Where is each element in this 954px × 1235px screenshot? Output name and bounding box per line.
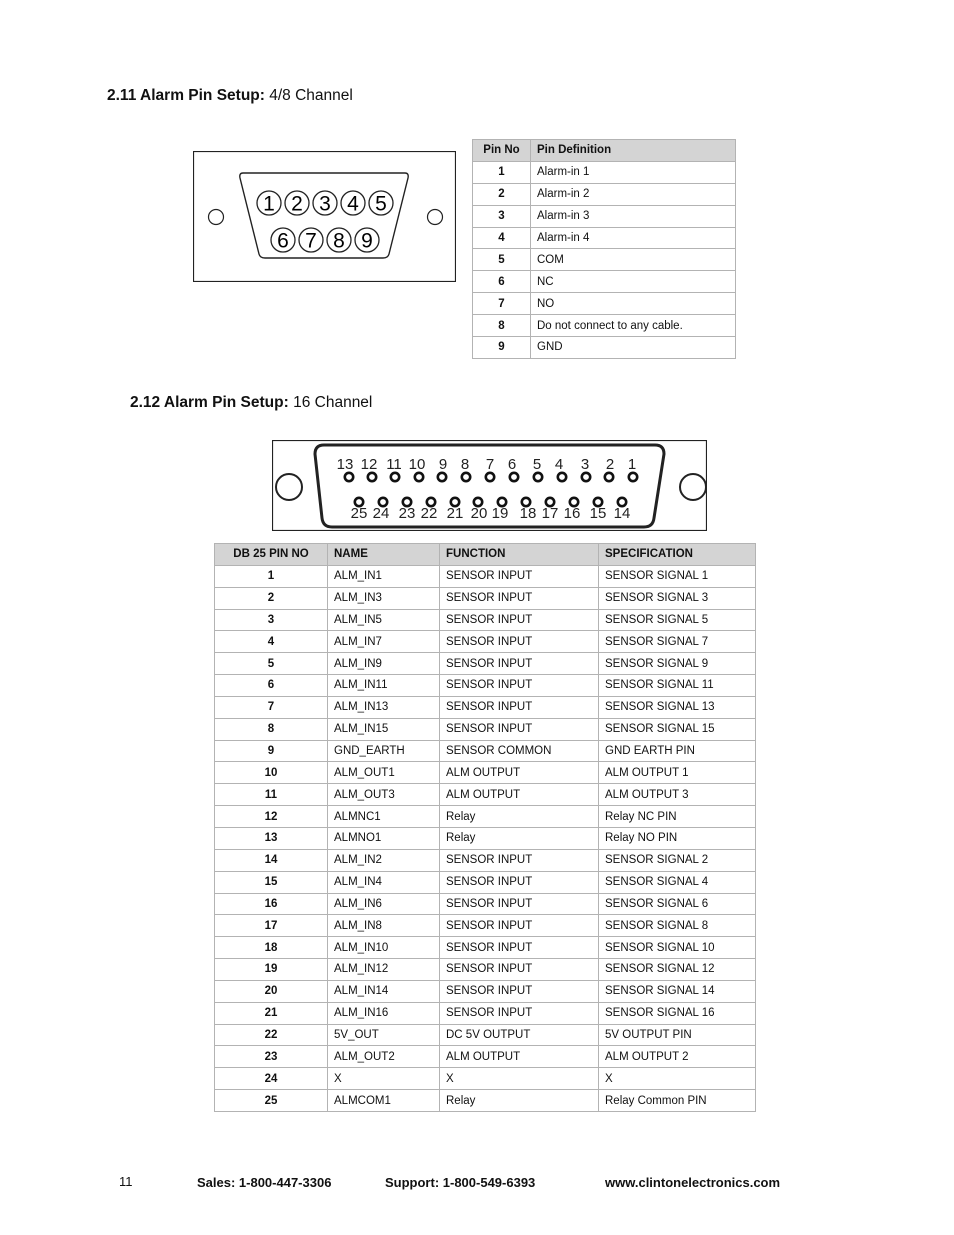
table-row [215, 740, 756, 762]
table-cell: ALM OUTPUT [440, 1046, 599, 1068]
table-cell: SENSOR INPUT [440, 718, 599, 740]
table-row [215, 915, 756, 937]
db25-pin-label: 25 [350, 505, 368, 522]
table-cell: SENSOR SIGNAL 11 [599, 675, 756, 697]
table-cell: Alarm-in 4 [531, 227, 736, 249]
db25-pin-label: 8 [460, 456, 470, 473]
table-row [215, 565, 756, 587]
table-cell: SENSOR INPUT [440, 653, 599, 675]
table-header-row [215, 544, 756, 566]
table-cell: Relay [440, 1090, 599, 1112]
header-pin-no: DB 25 PIN NO [215, 544, 328, 566]
table-cell: SENSOR INPUT [440, 609, 599, 631]
db9-pin-label: 8 [333, 229, 345, 253]
pin-number-cell: 2 [473, 183, 531, 205]
pin-number-cell: 4 [473, 227, 531, 249]
pin-number-cell: 16 [215, 893, 328, 915]
table-row [473, 315, 736, 337]
db25-pin [368, 473, 376, 481]
db25-pin-label: 9 [438, 456, 448, 473]
db25-pin-label: 17 [541, 505, 559, 522]
table-cell: ALMNC1 [328, 806, 440, 828]
table-row [215, 762, 756, 784]
db25-pin-label: 6 [507, 456, 517, 473]
table-cell: SENSOR COMMON [440, 740, 599, 762]
table-row [215, 1090, 756, 1112]
db25-pin-label: 22 [420, 505, 438, 522]
table-cell: Relay [440, 806, 599, 828]
table-row [215, 849, 756, 871]
db9-pin-label: 7 [305, 229, 317, 253]
db9-pin-label: 2 [291, 192, 303, 216]
table-cell: SENSOR SIGNAL 10 [599, 937, 756, 959]
db25-pin-label: 1 [627, 456, 637, 473]
db25-frame [273, 441, 707, 531]
table-cell: SENSOR SIGNAL 1 [599, 565, 756, 587]
db25-pin-label: 15 [589, 505, 607, 522]
pin-number-cell: 23 [215, 1046, 328, 1068]
table-cell: NC [531, 271, 736, 293]
table-cell: SENSOR INPUT [440, 849, 599, 871]
db25-pin [582, 473, 590, 481]
pin-number-cell: 3 [215, 609, 328, 631]
table-row [215, 696, 756, 718]
db25-pin [462, 473, 470, 481]
table-cell: ALM_IN5 [328, 609, 440, 631]
pin-number-cell: 15 [215, 871, 328, 893]
table-cell: ALM_IN14 [328, 980, 440, 1002]
pin-number-cell: 24 [215, 1068, 328, 1090]
table-cell: SENSOR INPUT [440, 937, 599, 959]
table-row [473, 183, 736, 205]
table-row [215, 806, 756, 828]
table-row [473, 161, 736, 183]
table-row [215, 631, 756, 653]
db25-pin-label: 19 [491, 505, 509, 522]
table-cell: SENSOR INPUT [440, 631, 599, 653]
table-cell: ALM_OUT1 [328, 762, 440, 784]
table-row [215, 784, 756, 806]
db25-pin-label: 10 [408, 456, 426, 473]
table-cell: GND_EARTH [328, 740, 440, 762]
pin-number-cell: 19 [215, 959, 328, 981]
table-cell: Alarm-in 1 [531, 161, 736, 183]
table-cell: ALM_IN16 [328, 1002, 440, 1024]
table-row [215, 871, 756, 893]
pin-number-cell: 8 [215, 718, 328, 740]
db25-pin-label: 2 [605, 456, 615, 473]
db9-pin-label: 9 [361, 229, 373, 253]
table-cell: SENSOR INPUT [440, 915, 599, 937]
db25-pin-label: 23 [398, 505, 416, 522]
pin-number-cell: 8 [473, 315, 531, 337]
db9-pin-label: 3 [319, 192, 331, 216]
table-cell: Relay Common PIN [599, 1090, 756, 1112]
table-cell: GND [531, 337, 736, 359]
table-row [473, 249, 736, 271]
table-cell: SENSOR SIGNAL 12 [599, 959, 756, 981]
db25-pin [558, 473, 566, 481]
db9-pin-label: 6 [277, 229, 289, 253]
table-row [215, 937, 756, 959]
table-cell: SENSOR INPUT [440, 893, 599, 915]
table-cell: ALM_OUT2 [328, 1046, 440, 1068]
db25-pin-label: 18 [519, 505, 537, 522]
db25-pin [345, 473, 353, 481]
table-cell: Relay NO PIN [599, 827, 756, 849]
pin-number-cell: 17 [215, 915, 328, 937]
pin-number-cell: 3 [473, 205, 531, 227]
table-cell: NO [531, 293, 736, 315]
table-cell: ALM_IN6 [328, 893, 440, 915]
pin-number-cell: 9 [215, 740, 328, 762]
table-cell: 5V_OUT [328, 1024, 440, 1046]
table-cell: ALM_IN4 [328, 871, 440, 893]
db25-pin [415, 473, 423, 481]
header-specification: SPECIFICATION [599, 544, 756, 566]
db25-pin-label: 11 [386, 456, 402, 473]
db9-pin-label: 5 [375, 192, 387, 216]
support-phone: Support: 1-800-549-6393 [385, 1175, 536, 1190]
db25-connector-diagram [272, 440, 707, 531]
db9-pin-label: 4 [347, 192, 359, 216]
table-cell: SENSOR SIGNAL 16 [599, 1002, 756, 1024]
table-cell: SENSOR SIGNAL 3 [599, 587, 756, 609]
pin-number-cell: 6 [473, 271, 531, 293]
table-cell: SENSOR SIGNAL 4 [599, 871, 756, 893]
page-number: 11 [119, 1174, 133, 1189]
table-cell: ALM_IN8 [328, 915, 440, 937]
table-cell: Alarm-in 3 [531, 205, 736, 227]
table-cell: SENSOR SIGNAL 2 [599, 849, 756, 871]
pin-number-cell: 1 [473, 161, 531, 183]
db25-pin-label: 4 [554, 456, 564, 473]
pin-number-cell: 18 [215, 937, 328, 959]
table-cell: ALM_IN11 [328, 675, 440, 697]
pin-number-cell: 20 [215, 980, 328, 1002]
db25-mount-hole-left [276, 474, 302, 500]
table-row [215, 1002, 756, 1024]
table-cell: X [328, 1068, 440, 1090]
table-cell: SENSOR INPUT [440, 980, 599, 1002]
table-cell: ALM_IN15 [328, 718, 440, 740]
table-cell: ALM_IN7 [328, 631, 440, 653]
table-cell: X [599, 1068, 756, 1090]
table-row [215, 959, 756, 981]
table-row [473, 337, 736, 359]
table-row [215, 827, 756, 849]
table-cell: Alarm-in 2 [531, 183, 736, 205]
db9-pin-label: 1 [263, 192, 275, 216]
table-row [473, 293, 736, 315]
db25-pin-label: 7 [485, 456, 495, 473]
table-cell: ALM OUTPUT 1 [599, 762, 756, 784]
table-row [473, 271, 736, 293]
table-cell: SENSOR SIGNAL 6 [599, 893, 756, 915]
db25-pin-label: 14 [613, 505, 631, 522]
table-cell: ALM OUTPUT 3 [599, 784, 756, 806]
table-cell: ALMCOM1 [328, 1090, 440, 1112]
db9-pin-table [472, 139, 736, 359]
db9-frame [194, 152, 456, 282]
table-cell: ALM_IN1 [328, 565, 440, 587]
table-cell: Relay [440, 827, 599, 849]
db25-pin-label: 16 [563, 505, 581, 522]
table-cell: ALMNO1 [328, 827, 440, 849]
pin-number-cell: 21 [215, 1002, 328, 1024]
header-function: FUNCTION [440, 544, 599, 566]
pin-number-cell: 13 [215, 827, 328, 849]
table-cell: ALM_IN2 [328, 849, 440, 871]
table-cell: ALM_IN12 [328, 959, 440, 981]
table-row [215, 675, 756, 697]
header-pin-definition: Pin Definition [531, 140, 736, 162]
table-row [215, 718, 756, 740]
section-heading-2-12 [130, 394, 372, 412]
table-row [215, 1024, 756, 1046]
db25-pin-label: 13 [336, 456, 354, 473]
db25-mount-hole-right [680, 474, 706, 500]
db9-mount-hole-right [428, 210, 443, 225]
pin-number-cell: 11 [215, 784, 328, 806]
table-cell: ALM_IN3 [328, 587, 440, 609]
header-pin-no: Pin No [473, 140, 531, 162]
table-cell: SENSOR INPUT [440, 587, 599, 609]
table-cell: ALM OUTPUT [440, 784, 599, 806]
pin-number-cell: 25 [215, 1090, 328, 1112]
table-header-row [473, 140, 736, 162]
table-cell: ALM_IN9 [328, 653, 440, 675]
db25-pin-label: 12 [360, 456, 378, 473]
pin-number-cell: 1 [215, 565, 328, 587]
db25-pin-label: 24 [372, 505, 390, 522]
db9-mount-hole-left [209, 210, 224, 225]
table-cell: ALM_OUT3 [328, 784, 440, 806]
table-row [215, 980, 756, 1002]
pin-number-cell: 14 [215, 849, 328, 871]
table-row [215, 1046, 756, 1068]
pin-number-cell: 9 [473, 337, 531, 359]
table-cell: SENSOR SIGNAL 8 [599, 915, 756, 937]
pin-number-cell: 5 [215, 653, 328, 675]
table-cell: SENSOR SIGNAL 14 [599, 980, 756, 1002]
db25-pin-table [214, 543, 756, 1112]
table-cell: ALM_IN10 [328, 937, 440, 959]
pin-number-cell: 2 [215, 587, 328, 609]
section-subtitle: 4/8 Channel [264, 87, 353, 104]
table-cell: SENSOR SIGNAL 7 [599, 631, 756, 653]
db25-pin-label: 3 [580, 456, 590, 473]
table-row [473, 205, 736, 227]
db25-pin [605, 473, 613, 481]
table-cell: SENSOR SIGNAL 9 [599, 653, 756, 675]
db25-pin [534, 473, 542, 481]
db25-pin [438, 473, 446, 481]
db25-pin [391, 473, 399, 481]
table-row [215, 587, 756, 609]
table-cell: SENSOR SIGNAL 15 [599, 718, 756, 740]
table-cell: SENSOR INPUT [440, 696, 599, 718]
table-cell: SENSOR INPUT [440, 959, 599, 981]
db25-pin [486, 473, 494, 481]
table-row [473, 227, 736, 249]
table-cell: SENSOR INPUT [440, 675, 599, 697]
table-cell: DC 5V OUTPUT [440, 1024, 599, 1046]
table-cell: SENSOR SIGNAL 5 [599, 609, 756, 631]
table-row [215, 1068, 756, 1090]
table-row [215, 653, 756, 675]
db25-pin [629, 473, 637, 481]
pin-number-cell: 7 [215, 696, 328, 718]
db25-pin [510, 473, 518, 481]
table-cell: ALM_IN13 [328, 696, 440, 718]
db25-pin-label: 21 [446, 505, 464, 522]
table-row [215, 893, 756, 915]
pin-number-cell: 10 [215, 762, 328, 784]
db25-pin-label: 20 [470, 505, 488, 522]
pin-number-cell: 6 [215, 675, 328, 697]
section-title: 2.11 Alarm Pin Setup: [107, 87, 265, 104]
pin-number-cell: 4 [215, 631, 328, 653]
table-cell: COM [531, 249, 736, 271]
table-cell: SENSOR INPUT [440, 1002, 599, 1024]
pin-number-cell: 22 [215, 1024, 328, 1046]
website-link[interactable]: www.clintonelectronics.com [605, 1175, 781, 1190]
table-cell: 5V OUTPUT PIN [599, 1024, 756, 1046]
section-heading-2-11 [107, 87, 353, 105]
header-name: NAME [328, 544, 440, 566]
pin-number-cell: 7 [473, 293, 531, 315]
table-cell: ALM OUTPUT [440, 762, 599, 784]
table-cell: X [440, 1068, 599, 1090]
table-cell: GND EARTH PIN [599, 740, 756, 762]
table-cell: Do not connect to any cable. [531, 315, 736, 337]
sales-phone: Sales: 1-800-447-3306 [197, 1175, 332, 1190]
table-cell: SENSOR INPUT [440, 871, 599, 893]
pin-number-cell: 12 [215, 806, 328, 828]
section-title: 2.12 Alarm Pin Setup: [130, 394, 289, 411]
table-cell: SENSOR INPUT [440, 565, 599, 587]
db9-connector-diagram [193, 151, 456, 282]
table-cell: SENSOR SIGNAL 13 [599, 696, 756, 718]
db25-pin-label: 5 [532, 456, 542, 473]
table-row [215, 609, 756, 631]
pin-number-cell: 5 [473, 249, 531, 271]
table-cell: Relay NC PIN [599, 806, 756, 828]
section-subtitle: 16 Channel [288, 394, 373, 411]
table-cell: ALM OUTPUT 2 [599, 1046, 756, 1068]
